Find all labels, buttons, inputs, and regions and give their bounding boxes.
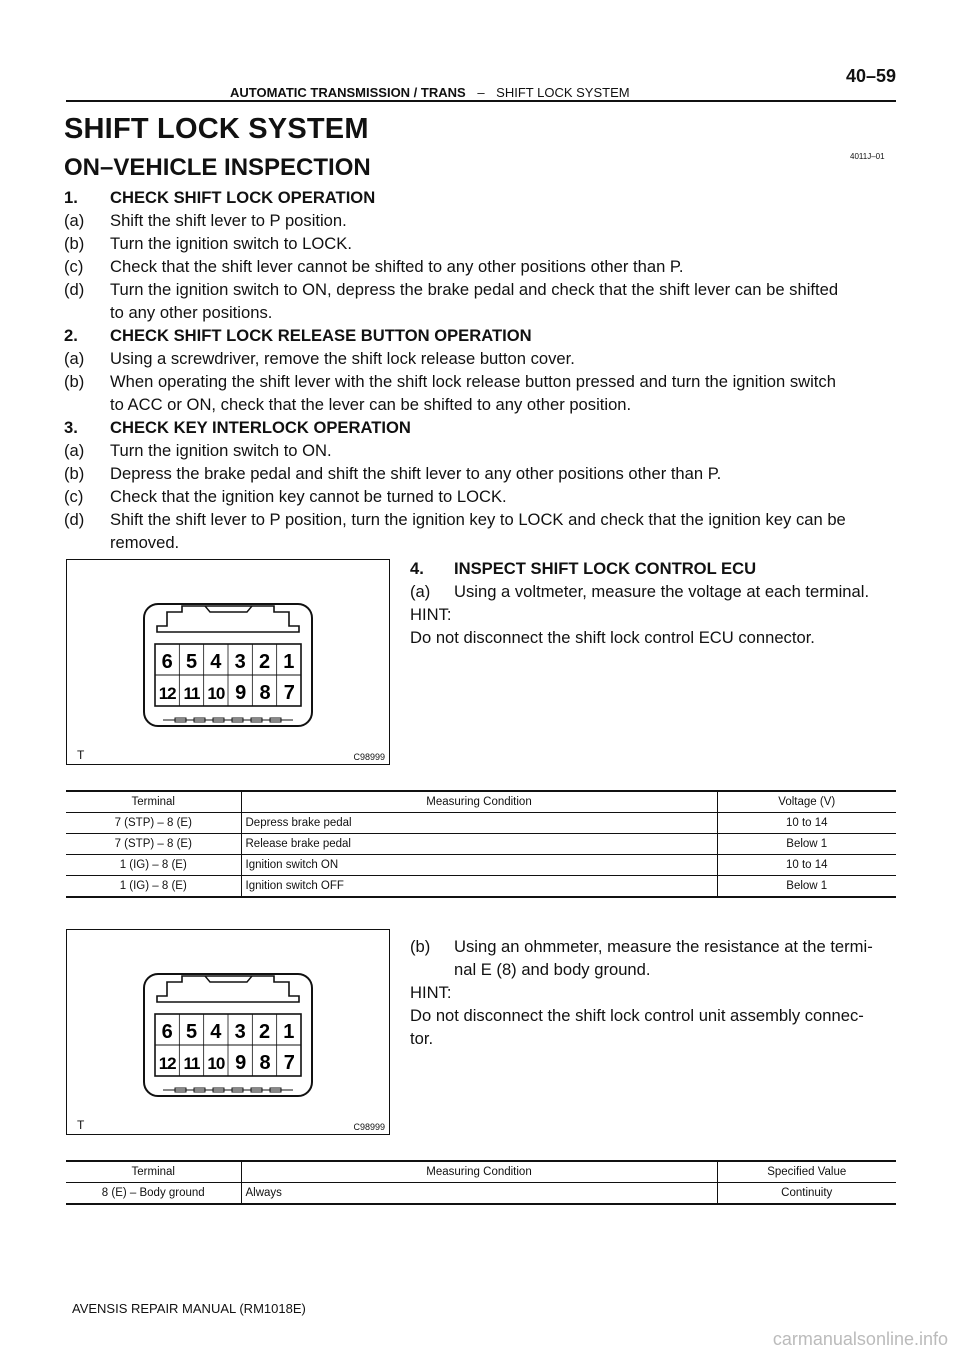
table-header-cell: Measuring Condition	[241, 1161, 717, 1183]
step-label: (b)	[64, 464, 85, 483]
step-line	[64, 347, 575, 370]
pin-number: 11	[183, 684, 200, 703]
table-cell: 7 (STP) – 8 (E)	[66, 834, 241, 855]
step-text: Turn the ignition switch to LOCK.	[110, 234, 352, 253]
pin-number: 1	[283, 651, 295, 673]
step-line	[64, 209, 347, 232]
pin-number: 4	[210, 1021, 222, 1043]
table-cell: 8 (E) – Body ground	[66, 1183, 241, 1205]
step-text: Turn the ignition switch to ON, depress the brake pedal and check that the shift lever can be shifted	[110, 280, 839, 299]
step-text: Check that the shift lever cannot be shifted to any other positions other than P.	[110, 257, 684, 276]
table-cell: Ignition switch ON	[241, 855, 717, 876]
pin-number: 9	[235, 1052, 246, 1074]
step-line	[64, 508, 846, 531]
ecu-connector-diagram	[67, 560, 389, 764]
page-title: SHIFT LOCK SYSTEM	[64, 113, 369, 145]
table-cell: 1 (IG) – 8 (E)	[66, 876, 241, 898]
pin-number: 6	[161, 1021, 173, 1043]
step-label: (a)	[64, 211, 85, 230]
hint-text-2-line-2: tor.	[410, 1029, 434, 1048]
section-number: 2.	[64, 326, 78, 345]
step-line	[64, 232, 352, 255]
step-b-line-1: Using an ohmmeter, measure the resistance at the termi-	[454, 937, 873, 956]
section-4-title: INSPECT SHIFT LOCK CONTROL ECU	[454, 559, 757, 578]
connector-lock-tab	[157, 606, 299, 632]
ecu-connector-diagram	[67, 930, 389, 1134]
section-4-step-b	[410, 935, 873, 958]
table-header-row	[66, 1161, 896, 1183]
doc-code: 4011J–01	[850, 152, 885, 161]
pin-number: 8	[259, 1052, 270, 1074]
pin-number: 10	[207, 684, 225, 703]
running-header	[230, 85, 630, 100]
section-title: CHECK SHIFT LOCK OPERATION	[110, 188, 376, 207]
step-text: Depress the brake pedal and shift the shift lever to any other positions other than P.	[110, 464, 722, 483]
step-line	[110, 531, 179, 554]
header-section: AUTOMATIC TRANSMISSION / TRANS	[230, 85, 466, 100]
pin-number: 7	[283, 1052, 294, 1074]
pin-number: 8	[259, 682, 270, 704]
step-label: (a)	[64, 349, 85, 368]
table-header-cell: Specified Value	[717, 1161, 896, 1183]
pin-number: 5	[185, 1021, 198, 1043]
page-number: 40–59	[845, 66, 896, 86]
section-title: CHECK KEY INTERLOCK OPERATION	[110, 418, 411, 437]
pin-number: 6	[161, 651, 173, 673]
table-cell: Release brake pedal	[241, 834, 717, 855]
step-label: (b)	[64, 234, 85, 253]
table-cell: 7 (STP) – 8 (E)	[66, 813, 241, 834]
table-cell: 1 (IG) – 8 (E)	[66, 855, 241, 876]
table-cell: Always	[241, 1183, 717, 1205]
step-text: Check that the ignition key cannot be turned to LOCK.	[110, 487, 507, 506]
pin-number: 4	[210, 651, 222, 673]
page-subtitle: ON–VEHICLE INSPECTION	[64, 154, 371, 181]
footer: AVENSIS REPAIR MANUAL (RM1018E)	[72, 1301, 306, 1316]
section-4-heading	[410, 557, 756, 580]
pin-number: 9	[235, 682, 246, 704]
step-label: (c)	[64, 257, 84, 276]
table-cell: Ignition switch OFF	[241, 876, 717, 898]
step-text: removed.	[110, 533, 180, 552]
step-text: to ACC or ON, check that the lever can be shifted to any other position.	[110, 395, 632, 414]
step-a-text: Using a voltmeter, measure the voltage at each terminal.	[454, 582, 870, 601]
section-heading	[64, 416, 411, 439]
table-header-cell: Voltage (V)	[717, 791, 896, 813]
table-cell: Depress brake pedal	[241, 813, 717, 834]
connector-figure-1	[66, 559, 390, 765]
figure-code: C98999	[353, 1122, 385, 1132]
figure-t-mark: T	[77, 1118, 85, 1132]
table-row	[66, 876, 896, 898]
table-header-row	[66, 791, 896, 813]
step-label: (c)	[64, 487, 84, 506]
section-4-step-a	[410, 580, 869, 603]
header-rule	[66, 100, 896, 102]
step-text: Turn the ignition switch to ON.	[110, 441, 332, 460]
step-line	[110, 393, 631, 416]
pin-number: 1	[283, 1021, 295, 1043]
pin-number: 11	[183, 1054, 200, 1073]
table-cell: Continuity	[717, 1183, 896, 1205]
table-row	[66, 813, 896, 834]
table-row	[66, 855, 896, 876]
hint-label: HINT:	[410, 605, 452, 624]
hint-text-2-line-1: Do not disconnect the shift lock control unit assembly connec-	[410, 1006, 864, 1025]
pin-number: 12	[158, 684, 176, 703]
section-4-number: 4.	[410, 559, 424, 578]
section-heading	[64, 324, 532, 347]
figure-t-mark: T	[77, 748, 85, 762]
pin-number: 2	[258, 651, 271, 673]
connector-lock-tab	[157, 976, 299, 1002]
step-line	[110, 301, 272, 324]
step-line	[64, 255, 683, 278]
connector-figure-2	[66, 929, 390, 1135]
step-text: Using a screwdriver, remove the shift lock release button cover.	[110, 349, 575, 368]
voltage-table	[66, 790, 896, 898]
pin-number: 3	[234, 651, 246, 673]
table-row	[66, 1183, 896, 1205]
table-cell: 10 to 14	[717, 813, 896, 834]
table-row	[66, 834, 896, 855]
hint-label-2: HINT:	[410, 983, 452, 1002]
header-subsection: SHIFT LOCK SYSTEM	[496, 85, 630, 100]
pin-number: 5	[185, 651, 198, 673]
step-label: (a)	[64, 441, 85, 460]
table-cell: 10 to 14	[717, 855, 896, 876]
pin-number: 3	[234, 1021, 246, 1043]
table-header-cell: Measuring Condition	[241, 791, 717, 813]
header-separator: –	[477, 85, 485, 100]
step-line	[64, 439, 332, 462]
pin-number: 2	[258, 1021, 271, 1043]
step-a-label: (a)	[410, 582, 431, 601]
section-title: CHECK SHIFT LOCK RELEASE BUTTON OPERATION	[110, 326, 532, 345]
connector-latch	[205, 976, 252, 982]
table-cell: Below 1	[717, 876, 896, 898]
step-label: (b)	[64, 372, 85, 391]
step-label: (d)	[64, 510, 85, 529]
step-b-line-2: nal E (8) and body ground.	[454, 960, 651, 979]
step-b-label: (b)	[410, 937, 431, 956]
figure-code: C98999	[353, 752, 385, 762]
step-line	[64, 370, 836, 393]
resistance-table	[66, 1160, 896, 1205]
table-cell: Below 1	[717, 834, 896, 855]
table-header-cell: Terminal	[66, 791, 241, 813]
table-header-cell: Terminal	[66, 1161, 241, 1183]
step-text: Shift the shift lever to P position, turn the ignition key to LOCK and check that the ignition key can be	[110, 510, 846, 529]
step-label: (d)	[64, 280, 85, 299]
section-number: 1.	[64, 188, 78, 207]
section-number: 3.	[64, 418, 78, 437]
hint-text: Do not disconnect the shift lock control ECU connector.	[410, 628, 815, 647]
pin-number: 12	[158, 1054, 176, 1073]
step-line	[64, 462, 721, 485]
step-text: Shift the shift lever to P position.	[110, 211, 347, 230]
step-line	[64, 278, 838, 301]
step-text: When operating the shift lever with the shift lock release button pressed and turn the ignition switch	[110, 372, 836, 391]
section-heading	[64, 186, 375, 209]
pin-number: 7	[283, 682, 294, 704]
connector-latch	[205, 606, 252, 612]
step-text: to any other positions.	[110, 303, 273, 322]
step-line	[64, 485, 507, 508]
watermark: carmanualsonline.info	[772, 1329, 948, 1349]
pin-number: 10	[207, 1054, 225, 1073]
